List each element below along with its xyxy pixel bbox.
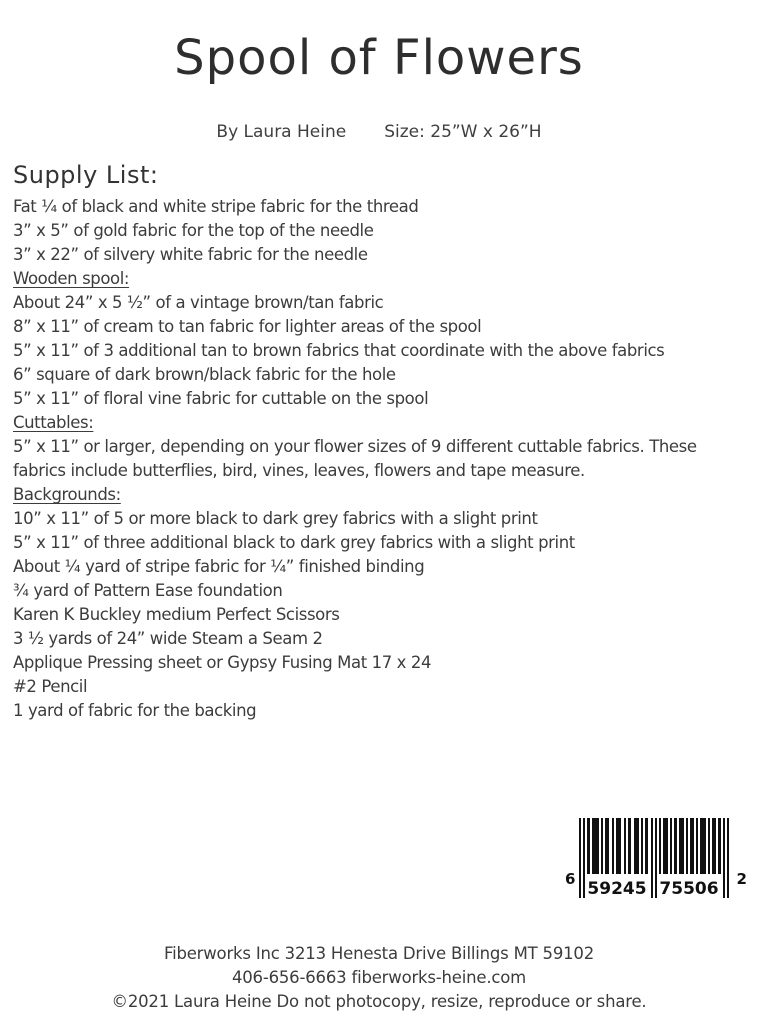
page-title: Spool of Flowers: [174, 30, 584, 86]
author-byline: By Laura Heine: [216, 122, 347, 142]
footer-phone-web: 406-656-6663 fiberworks-heine.com: [231, 968, 527, 987]
supply-list-lines: [13, 195, 745, 723]
supply-line: 1 yard of fabric for the backing: [13, 701, 257, 720]
supply-subheading: Cuttables:: [13, 413, 94, 432]
barcode-number-group-1: 59245: [587, 879, 648, 899]
supply-list-section: [13, 158, 745, 723]
footer-copyright: ©2021 Laura Heine Do not photocopy, resize, reproduce or share.: [111, 992, 647, 1011]
supply-line: Fat ¼ of black and white stripe fabric for the thread: [13, 197, 419, 216]
supply-line: 3 ½ yards of 24” wide Steam a Seam 2: [13, 629, 323, 648]
size-label: Size: 25”W x 26”H: [384, 122, 542, 142]
supply-line: 5” x 11” of three additional black to dark grey fabrics with a slight print: [13, 533, 575, 552]
footer-address: Fiberworks Inc 3213 Henesta Drive Billings MT 59102: [163, 944, 595, 963]
supply-line: 5” x 11” of floral vine fabric for cuttable on the spool: [13, 389, 429, 408]
supply-line: fabrics include butterflies, bird, vines, leaves, flowers and tape measure.: [13, 461, 585, 480]
supply-line: ¾ yard of Pattern Ease foundation: [13, 581, 283, 600]
supply-line: 6” square of dark brown/black fabric for the hole: [13, 365, 396, 384]
supply-line: About ¼ yard of stripe fabric for ¼” finished binding: [13, 557, 425, 576]
supply-line: 3” x 22” of silvery white fabric for the needle: [13, 245, 368, 264]
barcode-left-digit: 6: [565, 870, 576, 888]
supply-line: 5” x 11” of 3 additional tan to brown fabrics that coordinate with the above fabrics: [13, 341, 665, 360]
supply-line: Karen K Buckley medium Perfect Scissors: [13, 605, 340, 624]
supply-line: 8” x 11” of cream to tan fabric for lighter areas of the spool: [13, 317, 482, 336]
barcode-bars: [579, 818, 731, 900]
supply-list-heading: Supply List:: [13, 161, 159, 189]
footer: [0, 942, 758, 1014]
supply-subheading: Wooden spool:: [13, 269, 130, 288]
supply-line: Applique Pressing sheet or Gypsy Fusing Mat 17 x 24: [13, 653, 432, 672]
byline-row: [0, 122, 758, 142]
supply-subheading: Backgrounds:: [13, 485, 121, 504]
barcode-right-digit: 2: [736, 870, 747, 888]
barcode-number-group-2: 75506: [659, 879, 720, 899]
supply-line: 10” x 11” of 5 or more black to dark grey fabrics with a slight print: [13, 509, 538, 528]
supply-line: About 24” x 5 ½” of a vintage brown/tan fabric: [13, 293, 384, 312]
barcode: [565, 818, 747, 900]
supply-line: 3” x 5” of gold fabric for the top of the needle: [13, 221, 374, 240]
supply-line: 5” x 11” or larger, depending on your flower sizes of 9 different cuttable fabrics. These: [13, 437, 697, 456]
supply-line: #2 Pencil: [13, 677, 88, 696]
